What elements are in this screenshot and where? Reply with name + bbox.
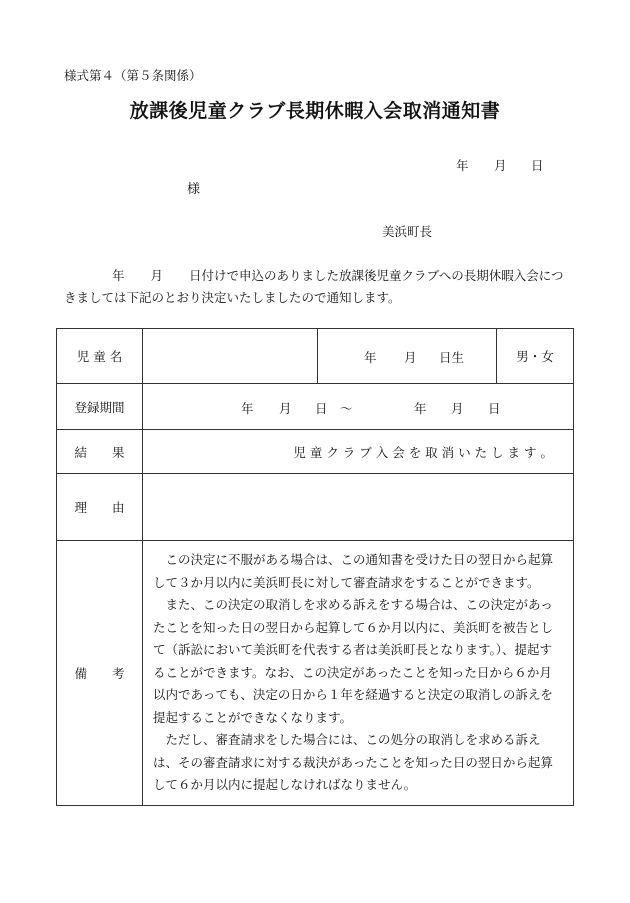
period-end-day: 日 xyxy=(488,401,501,416)
result-row xyxy=(57,430,574,474)
date-month: 月 xyxy=(494,158,507,173)
form-number-label: 様式第４（第５条関係） xyxy=(64,68,202,83)
period-tilde: ～ xyxy=(340,401,353,416)
intro-month: 月 xyxy=(150,268,164,283)
reason-row xyxy=(57,474,574,541)
reason-field[interactable] xyxy=(143,474,574,541)
period-start-day: 日 xyxy=(315,401,328,416)
result-label: 結 果 xyxy=(57,430,143,474)
period-end-month: 月 xyxy=(451,401,464,416)
birthdate-field[interactable] xyxy=(318,329,497,384)
recipient-honorific: 様 xyxy=(187,182,201,197)
document-title: 放課後児童クラブ長期休暇入会取消通知書 xyxy=(129,100,501,122)
period-start-month: 月 xyxy=(279,401,292,416)
remarks-paragraph: この決定に不服がある場合は、この通知書を受けた日の翌日から起算して３か月以内に美浜町長に対して審査請求をすることができます。 xyxy=(153,552,554,590)
intro-year: 年 xyxy=(112,268,125,283)
child-name-label: 児 童 名 xyxy=(57,329,143,384)
period-row xyxy=(57,384,574,430)
child-name-field[interactable] xyxy=(143,329,318,384)
date-year: 年 xyxy=(456,158,469,173)
remarks-text xyxy=(143,541,574,806)
intro-text: 日付けで申込のありました放課後児童クラブへの長期休暇入会につきましては下記のとおり決定いたしましたので通知します。 xyxy=(64,268,564,305)
notice-table xyxy=(56,328,574,806)
issuer-name: 美浜町長 xyxy=(382,224,433,239)
period-field[interactable] xyxy=(143,384,574,430)
period-start-year: 年 xyxy=(241,401,254,416)
reason-label: 理 由 xyxy=(57,474,143,541)
intro-paragraph xyxy=(64,265,570,309)
remarks-label: 備 考 xyxy=(57,541,143,806)
result-value: 児 童 ク ラ ブ 入 会 を 取 消 い た し ま す 。 xyxy=(143,430,574,474)
child-row xyxy=(57,329,574,384)
remarks-paragraph: ただし、審査請求をした場合には、この処分の取消しを求める訴えは、その審査請求に対する裁決があったことを知った日の翌日から起算して６か月以内に提起しなければなりません。 xyxy=(153,732,553,793)
date-day: 日 xyxy=(531,158,544,173)
gender-field[interactable]: 男・女 xyxy=(497,329,574,384)
period-label: 登録期間 xyxy=(57,384,143,430)
birth-day-label: 日生 xyxy=(439,350,465,365)
remarks-row xyxy=(57,541,574,806)
birth-year-label: 年 xyxy=(364,350,377,365)
birth-month-label: 月 xyxy=(404,350,417,365)
period-end-year: 年 xyxy=(414,401,427,416)
remarks-paragraph: また、この決定の取消しを求める訴えをする場合は、この決定があったことを知った日の翌日から起算して６か月以内に、美浜町を被告として（訴訟において美浜町を代表する者は美浜町長となります。）、提起することができます。なお、この決定があったことを知った日から６か月以内であっても、決定の日から１年を経過すると決定の取消しの訴えを提起することができなくなります。 xyxy=(153,597,554,725)
